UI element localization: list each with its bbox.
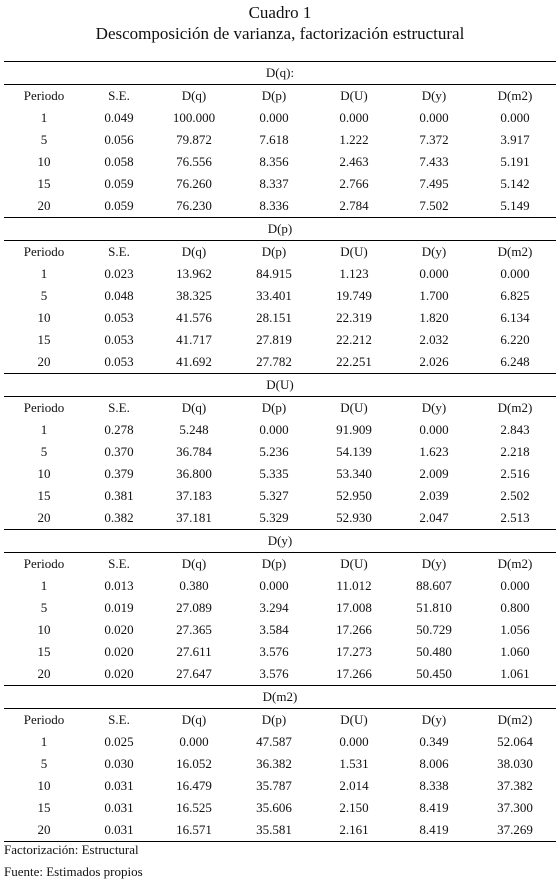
- table-cell: 37.382: [497, 778, 533, 793]
- column-header: D(q): [181, 400, 207, 415]
- table-cell: 5.236: [259, 444, 289, 459]
- variance-table-wrap: [4, 61, 556, 842]
- table-cell: 28.151: [256, 310, 292, 325]
- column-header-row: [4, 397, 556, 420]
- table-cell: 20: [4, 351, 84, 374]
- table-cell: 0.349: [419, 734, 449, 749]
- table-cell: 2.784: [314, 195, 394, 218]
- table-cell: 52.930: [314, 507, 394, 530]
- table-cell: 6.825: [500, 288, 530, 303]
- table-row: [4, 329, 556, 351]
- column-header: D(p): [261, 556, 287, 571]
- section-label: D(m2): [4, 686, 556, 709]
- table-cell: 0.381: [104, 488, 134, 503]
- table-notes: [4, 839, 143, 883]
- table-row: [4, 641, 556, 663]
- table-cell: 3.917: [500, 132, 530, 147]
- title-block: [0, 0, 560, 44]
- table-row: [4, 351, 556, 374]
- section-header-row: [4, 374, 556, 397]
- table-cell: 3.576: [259, 644, 289, 659]
- table-cell: 2.039: [419, 488, 449, 503]
- table-row: [4, 619, 556, 641]
- table-cell: 0.030: [104, 756, 134, 771]
- table-cell: 6.248: [474, 351, 556, 374]
- table-cell: 50.480: [416, 644, 452, 659]
- column-header: D(p): [261, 88, 287, 103]
- table-cell: 7.618: [259, 132, 289, 147]
- table-cell: 1.700: [419, 288, 449, 303]
- column-header: D(q): [181, 712, 207, 727]
- section-header-row: [4, 62, 556, 85]
- table-cell: 15: [37, 488, 51, 503]
- table-row: [4, 173, 556, 195]
- table-cell: 2.843: [500, 422, 530, 437]
- column-header: D(p): [261, 244, 287, 259]
- table-cell: 0.000: [259, 578, 289, 593]
- section-label: D(q):: [4, 62, 556, 85]
- table-cell: 16.525: [176, 800, 212, 815]
- table-cell: 2.009: [419, 466, 449, 481]
- table-cell: 0.031: [104, 800, 134, 815]
- table-cell: 36.800: [176, 466, 212, 481]
- column-header: D(y): [421, 88, 447, 103]
- table-cell: 100.000: [172, 110, 216, 125]
- table-cell: 5: [40, 132, 48, 147]
- table-cell: 17.008: [336, 600, 372, 615]
- table-cell: 10: [37, 466, 51, 481]
- column-header: S.E.: [108, 88, 130, 103]
- table-cell: 5: [40, 288, 48, 303]
- column-header-row: [4, 553, 556, 576]
- table-cell: 27.647: [154, 663, 234, 686]
- table-row: [4, 285, 556, 307]
- table-cell: 5.142: [500, 176, 530, 191]
- table-cell: 10: [37, 778, 51, 793]
- column-header: D(m2): [497, 88, 533, 103]
- table-cell: 0.000: [419, 266, 449, 281]
- table-cell: 22.251: [314, 351, 394, 374]
- table-row: [4, 129, 556, 151]
- table-cell: 27.089: [176, 600, 212, 615]
- table-cell: 1.061: [474, 663, 556, 686]
- table-cell: 8.356: [259, 154, 289, 169]
- table-cell: 36.382: [256, 756, 292, 771]
- table-cell: 20: [4, 663, 84, 686]
- column-header: Periodo: [23, 400, 65, 415]
- column-header: D(U): [340, 556, 368, 571]
- column-header: D(m2): [497, 400, 533, 415]
- column-header-row: [4, 709, 556, 732]
- table-cell: 0.000: [500, 266, 530, 281]
- column-header: D(q): [181, 88, 207, 103]
- table-cell: 1: [40, 422, 48, 437]
- table-cell: 0.000: [339, 110, 369, 125]
- table-cell: 47.587: [256, 734, 292, 749]
- table-cell: 2.502: [500, 488, 530, 503]
- table-cell: 8.338: [419, 778, 449, 793]
- column-header: D(q): [181, 556, 207, 571]
- table-subtitle: Descomposición de varianza, factorización estructural: [95, 24, 465, 43]
- table-cell: 0.058: [104, 154, 134, 169]
- table-cell: 2.150: [339, 800, 369, 815]
- table-cell: 0.025: [104, 734, 134, 749]
- table-cell: 1: [40, 734, 48, 749]
- table-cell: 0.059: [84, 195, 154, 218]
- column-header-row: [4, 241, 556, 264]
- table-row: [4, 731, 556, 753]
- table-cell: 0.053: [104, 310, 134, 325]
- table-cell: 53.340: [336, 466, 372, 481]
- section-label: D(U): [4, 374, 556, 397]
- table-cell: 2.766: [339, 176, 369, 191]
- table-cell: 0.000: [259, 422, 289, 437]
- table-cell: 15: [37, 176, 51, 191]
- table-cell: 5.149: [474, 195, 556, 218]
- table-cell: 3.576: [234, 663, 314, 686]
- table-cell: 37.300: [497, 800, 533, 815]
- table-cell: 37.181: [154, 507, 234, 530]
- table-row: [4, 597, 556, 619]
- table-cell: 15: [37, 800, 51, 815]
- table-cell: 51.810: [416, 600, 452, 615]
- table-cell: 76.230: [154, 195, 234, 218]
- table-cell: 2.516: [500, 466, 530, 481]
- table-cell: 5: [40, 600, 48, 615]
- table-cell: 88.607: [416, 578, 452, 593]
- table-cell: 0.000: [500, 578, 530, 593]
- table-row: [4, 263, 556, 285]
- table-cell: 10: [37, 622, 51, 637]
- column-header: D(y): [421, 244, 447, 259]
- table-body: [4, 62, 556, 842]
- note-factorization: Factorización: Estructural: [4, 842, 139, 857]
- column-header: D(p): [261, 712, 287, 727]
- table-cell: 0.000: [500, 110, 530, 125]
- table-cell: 0.031: [104, 778, 134, 793]
- column-header: S.E.: [108, 712, 130, 727]
- table-cell: 8.419: [419, 800, 449, 815]
- table-cell: 5.327: [259, 488, 289, 503]
- column-header: D(U): [340, 400, 368, 415]
- table-cell: 2.047: [394, 507, 474, 530]
- table-cell: 10: [37, 154, 51, 169]
- table-cell: 1.222: [339, 132, 369, 147]
- table-row: [4, 107, 556, 129]
- table-cell: 20: [4, 819, 84, 842]
- column-header: D(m2): [497, 556, 533, 571]
- table-cell: 76.260: [176, 176, 212, 191]
- table-cell: 0.048: [104, 288, 134, 303]
- table-cell: 8.337: [259, 176, 289, 191]
- table-title: Cuadro 1: [248, 3, 312, 22]
- table-row: [4, 775, 556, 797]
- table-cell: 1: [40, 266, 48, 281]
- table-cell: 27.365: [176, 622, 212, 637]
- table-cell: 27.819: [256, 332, 292, 347]
- table-row: [4, 441, 556, 463]
- table-cell: 5.335: [259, 466, 289, 481]
- table-cell: 5.248: [179, 422, 209, 437]
- table-cell: 0.053: [104, 332, 134, 347]
- table-cell: 1: [40, 110, 48, 125]
- table-cell: 0.053: [84, 351, 154, 374]
- column-header: D(m2): [497, 712, 533, 727]
- table-cell: 50.450: [394, 663, 474, 686]
- table-cell: 16.571: [154, 819, 234, 842]
- table-row: [4, 195, 556, 218]
- table-cell: 1: [40, 578, 48, 593]
- column-header: D(m2): [497, 244, 533, 259]
- variance-decomposition-table: [4, 61, 556, 842]
- table-cell: 0.380: [179, 578, 209, 593]
- table-row: [4, 663, 556, 686]
- table-cell: 1.060: [500, 644, 530, 659]
- table-cell: 0.031: [84, 819, 154, 842]
- table-cell: 2.032: [419, 332, 449, 347]
- table-cell: 7.495: [419, 176, 449, 191]
- table-row: [4, 797, 556, 819]
- table-cell: 0.379: [104, 466, 134, 481]
- table-cell: 20: [4, 195, 84, 218]
- table-cell: 6.220: [500, 332, 530, 347]
- column-header: Periodo: [23, 556, 65, 571]
- column-header: Periodo: [23, 712, 65, 727]
- table-cell: 37.183: [176, 488, 212, 503]
- table-cell: 35.581: [234, 819, 314, 842]
- table-cell: 7.502: [394, 195, 474, 218]
- table-cell: 0.049: [104, 110, 134, 125]
- table-cell: 0.023: [104, 266, 134, 281]
- table-cell: 22.212: [336, 332, 372, 347]
- table-cell: 50.729: [416, 622, 452, 637]
- table-cell: 1.623: [419, 444, 449, 459]
- table-cell: 0.000: [259, 110, 289, 125]
- table-cell: 84.915: [256, 266, 292, 281]
- table-cell: 2.014: [339, 778, 369, 793]
- table-cell: 0.000: [339, 734, 369, 749]
- table-cell: 0.013: [104, 578, 134, 593]
- column-header: S.E.: [108, 244, 130, 259]
- column-header: S.E.: [108, 400, 130, 415]
- table-cell: 0.020: [104, 644, 134, 659]
- table-cell: 2.218: [500, 444, 530, 459]
- table-cell: 2.026: [394, 351, 474, 374]
- section-header-row: [4, 686, 556, 709]
- table-cell: 35.787: [256, 778, 292, 793]
- table-cell: 0.000: [419, 422, 449, 437]
- table-cell: 52.064: [497, 734, 533, 749]
- table-cell: 2.463: [339, 154, 369, 169]
- table-cell: 2.161: [314, 819, 394, 842]
- table-cell: 36.784: [176, 444, 212, 459]
- table-cell: 41.717: [176, 332, 212, 347]
- table-row: [4, 575, 556, 597]
- table-cell: 0.020: [84, 663, 154, 686]
- table-cell: 10: [37, 310, 51, 325]
- table-cell: 76.556: [176, 154, 212, 169]
- table-row: [4, 151, 556, 173]
- table-cell: 54.139: [336, 444, 372, 459]
- table-cell: 17.266: [314, 663, 394, 686]
- table-cell: 17.273: [336, 644, 372, 659]
- table-cell: 91.909: [336, 422, 372, 437]
- table-cell: 5.191: [500, 154, 530, 169]
- column-header: D(y): [421, 400, 447, 415]
- table-row: [4, 307, 556, 329]
- table-row: [4, 753, 556, 775]
- table-cell: 7.433: [419, 154, 449, 169]
- column-header: D(U): [340, 88, 368, 103]
- table-cell: 1.056: [500, 622, 530, 637]
- column-header: D(y): [421, 712, 447, 727]
- table-cell: 19.749: [336, 288, 372, 303]
- column-header: Periodo: [23, 88, 65, 103]
- table-cell: 0.370: [104, 444, 134, 459]
- table-cell: 0.800: [500, 600, 530, 615]
- table-cell: 11.012: [336, 578, 372, 593]
- table-cell: 1.123: [339, 266, 369, 281]
- column-header: S.E.: [108, 556, 130, 571]
- table-cell: 6.134: [500, 310, 530, 325]
- table-cell: 16.052: [176, 756, 212, 771]
- table-cell: 33.401: [256, 288, 292, 303]
- table-cell: 38.030: [497, 756, 533, 771]
- table-cell: 27.782: [234, 351, 314, 374]
- column-header: D(U): [340, 244, 368, 259]
- table-cell: 79.872: [176, 132, 212, 147]
- table-cell: 41.576: [176, 310, 212, 325]
- table-cell: 35.606: [256, 800, 292, 815]
- table-cell: 0.019: [104, 600, 134, 615]
- table-cell: 7.372: [419, 132, 449, 147]
- table-cell: 37.269: [474, 819, 556, 842]
- table-cell: 15: [37, 644, 51, 659]
- column-header-row: [4, 85, 556, 108]
- table-row: [4, 419, 556, 441]
- table-cell: 22.319: [336, 310, 372, 325]
- table-cell: 0.056: [104, 132, 134, 147]
- table-cell: 5: [40, 444, 48, 459]
- column-header: D(q): [181, 244, 207, 259]
- table-cell: 1.531: [339, 756, 369, 771]
- table-cell: 0.382: [84, 507, 154, 530]
- table-row: [4, 507, 556, 530]
- table-cell: 16.479: [176, 778, 212, 793]
- column-header: D(y): [421, 556, 447, 571]
- table-row: [4, 463, 556, 485]
- table-cell: 8.419: [394, 819, 474, 842]
- table-cell: 5: [40, 756, 48, 771]
- table-cell: 15: [37, 332, 51, 347]
- table-cell: 13.962: [176, 266, 212, 281]
- table-cell: 41.692: [154, 351, 234, 374]
- table-cell: 38.325: [176, 288, 212, 303]
- table-cell: 0.000: [179, 734, 209, 749]
- column-header: Periodo: [23, 244, 65, 259]
- table-cell: 17.266: [336, 622, 372, 637]
- section-header-row: [4, 530, 556, 553]
- section-header-row: [4, 218, 556, 241]
- table-cell: 1.820: [419, 310, 449, 325]
- section-label: D(p): [4, 218, 556, 241]
- table-cell: 8.336: [234, 195, 314, 218]
- table-cell: 27.611: [176, 644, 212, 659]
- column-header: D(U): [340, 712, 368, 727]
- table-cell: 8.006: [419, 756, 449, 771]
- table-row: [4, 485, 556, 507]
- table-cell: 3.584: [259, 622, 289, 637]
- section-label: D(y): [4, 530, 556, 553]
- table-cell: 3.294: [259, 600, 289, 615]
- table-cell: 20: [4, 507, 84, 530]
- table-cell: 52.950: [336, 488, 372, 503]
- table-cell: 0.059: [104, 176, 134, 191]
- note-source: Fuente: Estimados propios: [4, 864, 143, 879]
- table-cell: 5.329: [234, 507, 314, 530]
- table-cell: 2.513: [474, 507, 556, 530]
- table-cell: 0.278: [104, 422, 134, 437]
- table-cell: 0.000: [419, 110, 449, 125]
- table-cell: 0.020: [104, 622, 134, 637]
- column-header: D(p): [261, 400, 287, 415]
